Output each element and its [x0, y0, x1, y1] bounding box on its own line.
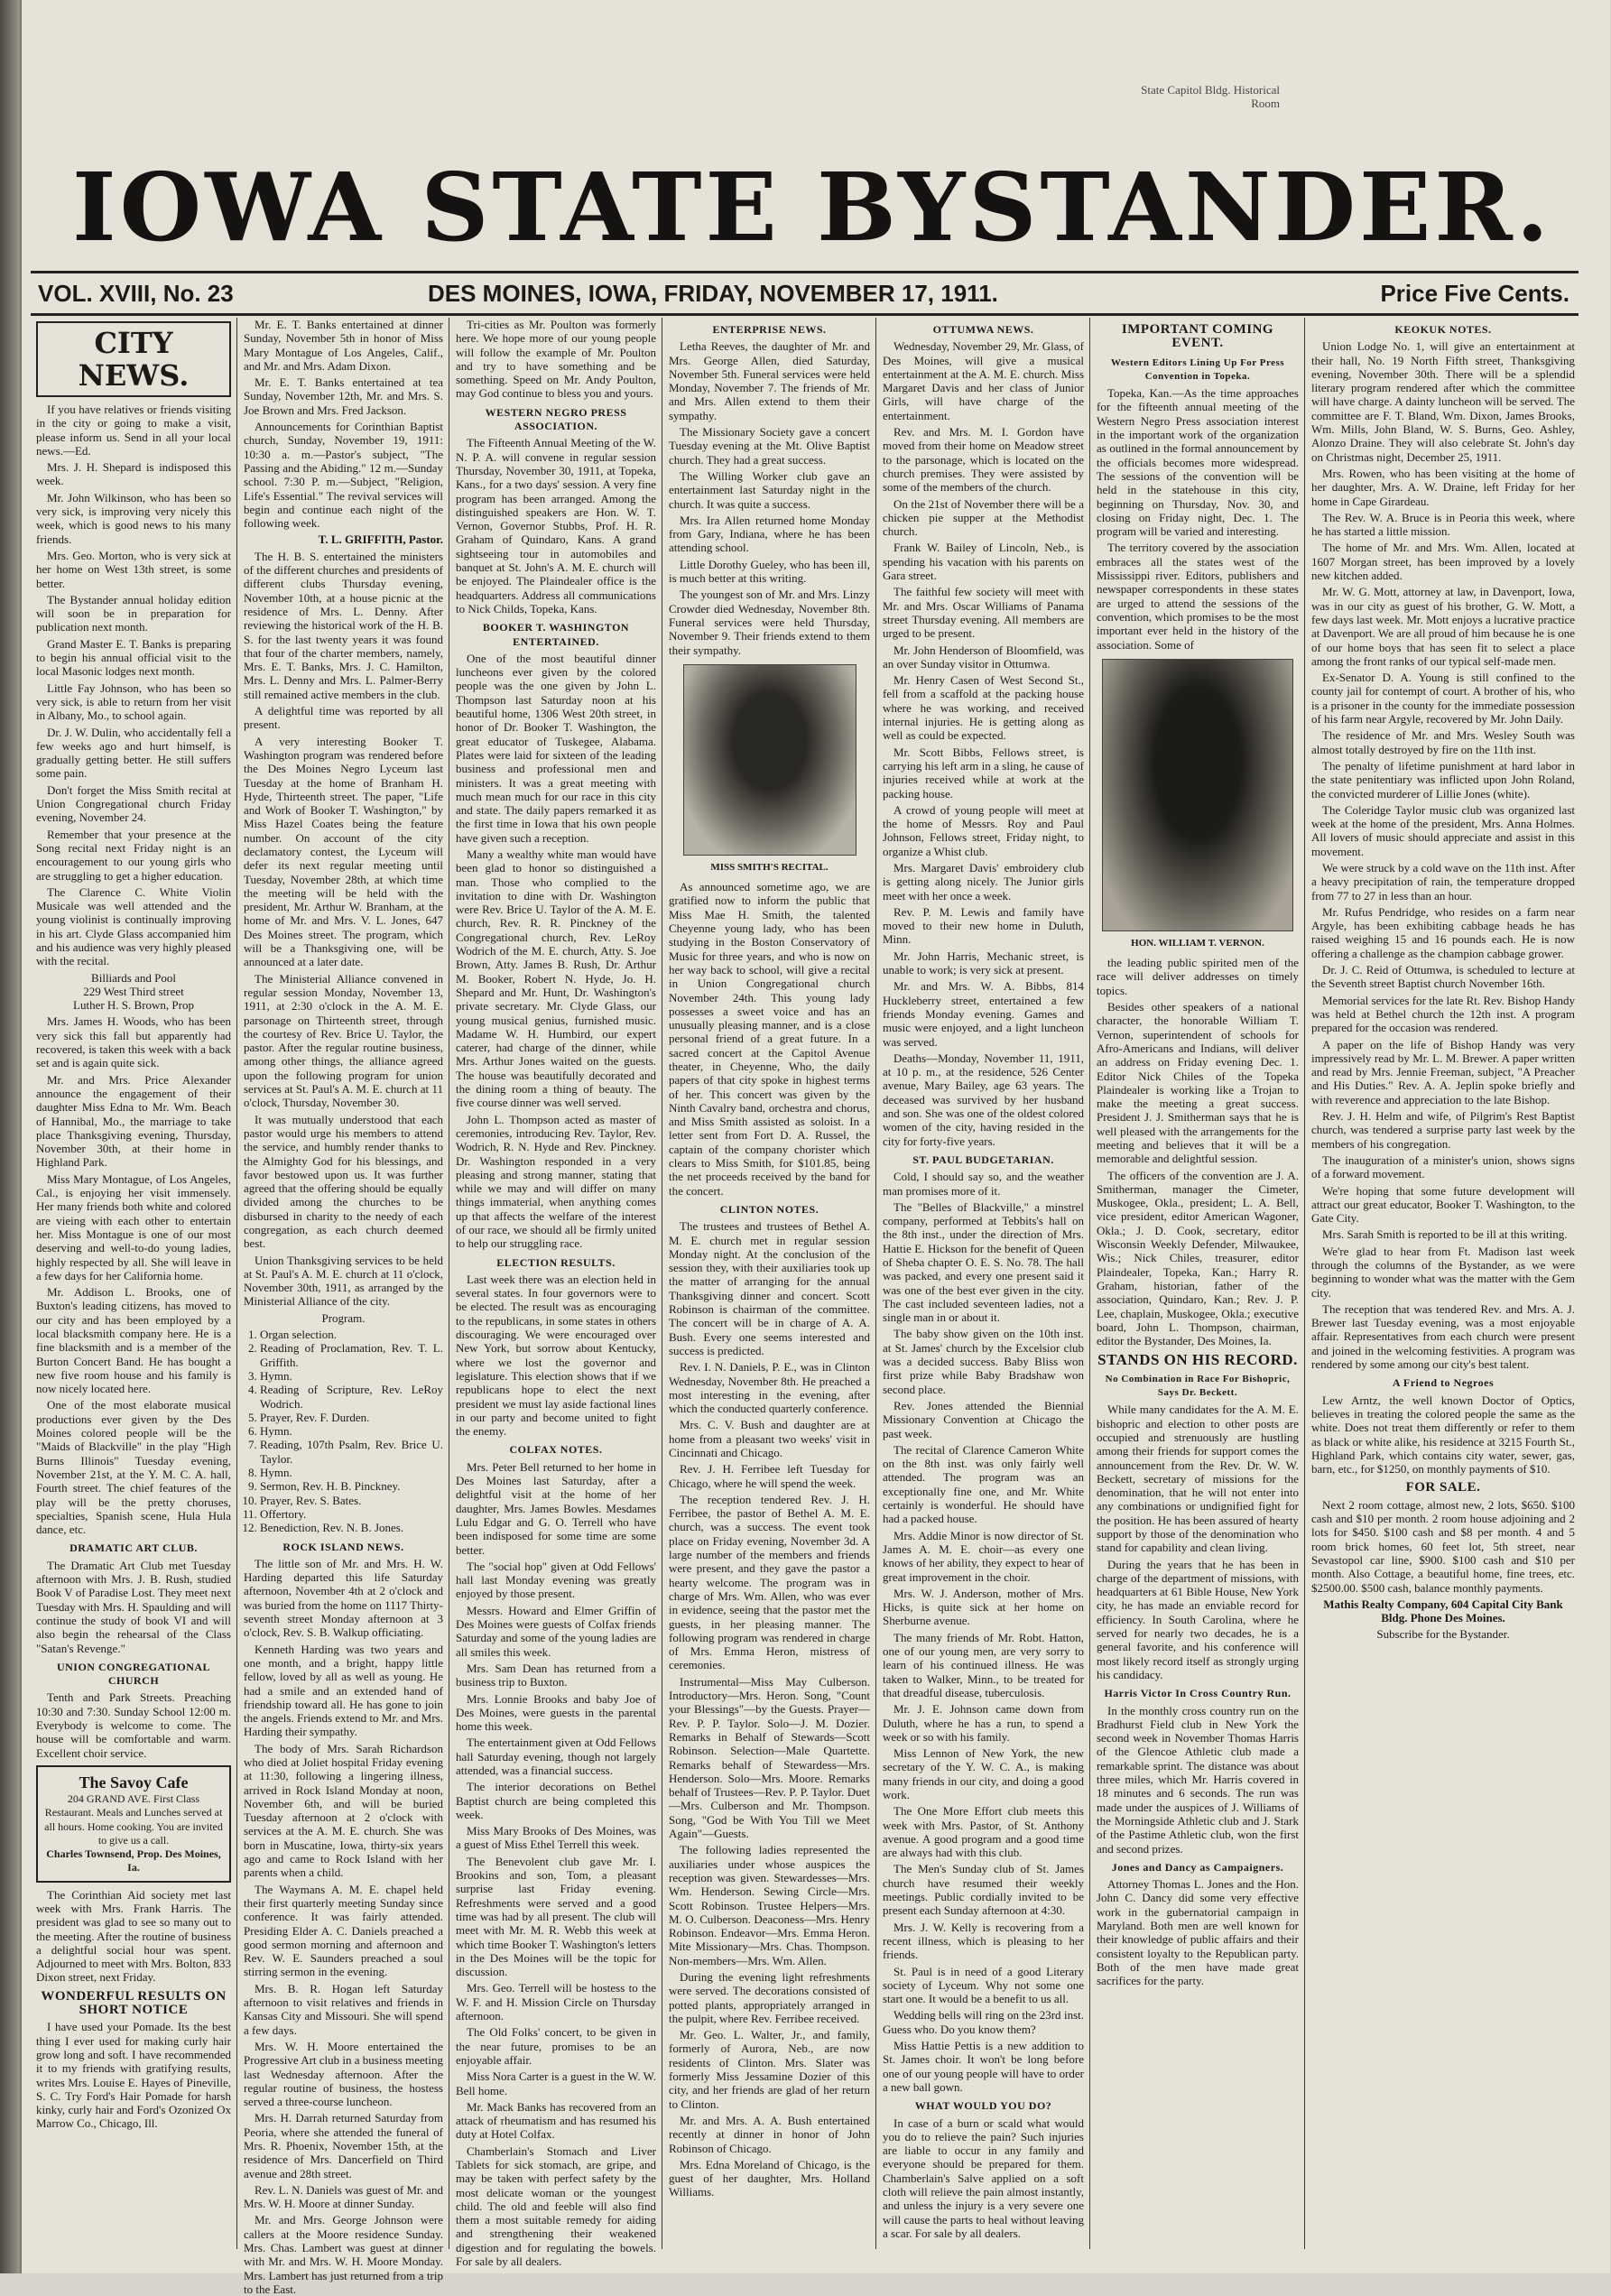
article-paragraph: The Men's Sunday club of St. James church have resumed their weekly meetings. Public cordially invited to be present each Sunday afternoon at 4:30. — [883, 1862, 1084, 1918]
program-item: 3. Hymn. — [260, 1369, 443, 1383]
article-paragraph: The body of Mrs. Sarah Richardson who died at Joliet hospital Friday evening at 11:30, following a lingering illness, arrived in Rock Island Monday at noon, November 6th, and will be buried Tuesday afternoon at 2 o'clock with services at the A. M. E. church. She was born in Muscatine, Iowa, thirty-six years ago and came to Rock Island with her parents when a child. — [244, 1741, 443, 1880]
program-title: Program. — [321, 1310, 366, 1325]
article-paragraph: Mr. Geo. L. Walter, Jr., and family, formerly of Aurora, Neb., are now residents of Clinton. Mrs. Slater was formerly Miss Jessamine Dozier of this city, and her friends are glad of her return to Clinton. — [669, 2028, 870, 2111]
program-item: 12. Benediction, Rev. N. B. Jones. — [260, 1521, 443, 1534]
article-paragraph: Miss Mary Brooks of Des Moines, was a guest of Miss Ethel Terrell this week. — [456, 1824, 656, 1852]
article-paragraph: Rev. Jones attended the Biennial Missionary Convention at Chicago the past week. — [883, 1398, 1084, 1440]
volume-number: VOL. XVIII, No. 23 — [38, 280, 234, 307]
article-paragraph: A crowd of young people will meet at the home of Messrs. Roy and Paul Johnson, Fellows street, Friday night, to organize a Whist club. — [883, 802, 1084, 858]
article-paragraph: The reception that was tendered Rev. and Mrs. A. J. Brewer last Tuesday evening, was a most enjoyable affair. Representatives from each church were present and joined in the welcoming festivities. A program was rendered by some among our city's best talent. — [1311, 1301, 1575, 1372]
section-heading: IMPORTANT COMING EVENT. — [1121, 322, 1274, 351]
photo-caption: MISS SMITH'S RECITAL. — [710, 861, 829, 873]
section-heading: ROCK ISLAND NEWS. — [282, 1540, 404, 1553]
article-paragraph: Cold, I should say so, and the weather man promises more of it. — [883, 1170, 1084, 1198]
column-2 — [240, 318, 447, 2296]
city-news-heading: CITY NEWS. — [36, 321, 231, 397]
article-paragraph: The many friends of Mr. Robt. Hatton, one of our young men, are very sorry to learn of his continued illness. He was taken to Walker, Minn., to be treated for that dreadful disease, tuberculosis. — [883, 1630, 1084, 1699]
article-paragraph: It was mutually understood that each pastor would urge his members to attend the service, and humbly render thanks to the Almighty God for his blessings, and favor bestowed upon us. It was further agreed that the offering should be equally divided among the churches to be disbursed in charity to the needy of each congregation, as each church deemed best. — [244, 1112, 443, 1251]
article-paragraph: The territory covered by the association embraces all the states west of the Mississippi river. Editors, publishers and newspaper correspondents in these states are urged to attend the sessions of the convention, which promises to be the most important ever held in the history of the association. Some of — [1097, 541, 1299, 652]
article-paragraph: Mrs. Geo. Terrell will be hostess to the W. F. and H. Mission Circle on Thursday afternoon. — [456, 1981, 656, 2023]
article-paragraph: The penalty of lifetime punishment at hard labor in the state penitentiary was inflicted upon John Roland, the convicted murderer of Lillie Jones (white). — [1311, 758, 1575, 801]
article-paragraph: Next 2 room cottage, almost new, 2 lots, $650. $100 cash and $10 per month. 2 room house adjoining and 2 lots for $450. $100 cash and $8 per month. 4 and 5 room brick homes, 60 feet lot, 5th street, near Sevastopol car line, $900. $100 cash and $10 per month. Also Cottage, a beautiful home, fine trees, etc. $2500.00. $500 cash, balance monthly payments. — [1311, 1497, 1575, 1595]
article-paragraph: Miss Mary Montague, of Los Angeles, Cal., is enjoying her visit immensely. Her many friends both white and colored are vieing with each other to entertain her. Miss Montague is one of our most deserving and well-to-do young ladies, highly respected by all. She will leave in a few days for her California home. — [36, 1171, 231, 1282]
article-paragraph: Mrs. J. W. Kelly is recovering from a recent illness, which is pleasing to her friends. — [883, 1920, 1084, 1962]
article-paragraph: The "social hop" given at Odd Fellows' hall last Monday evening was greatly enjoyed by those present. — [456, 1559, 656, 1601]
column-3 — [452, 318, 660, 2269]
section-heading: BOOKER T. WASHINGTON ENTERTAINED. — [482, 621, 630, 648]
article-paragraph: Mrs. Peter Bell returned to her home in Des Moines last Saturday, after a delightful visit at the home of her daughter, Mrs. James Bowles. Mesdames Lulu Edgar and G. O. Terrell who have been indisposed for some time are some better. — [456, 1459, 656, 1557]
program-item: 6. Hymn. — [260, 1424, 443, 1438]
article-paragraph: Mrs. Geo. Morton, who is very sick at her home on West 13th street, is some better. — [36, 548, 231, 590]
program-item: 1. Organ selection. — [260, 1328, 443, 1341]
section-heading: A Friend to Negroes — [1392, 1376, 1495, 1390]
article-paragraph: In the monthly cross country run on the Bradhurst Field club in New York the second week in November Thomas Harris of the Glencoe Athletic club made a remarkable sprint. The distance was about three miles, which Mr. Harris covered in 18 minutes and 6 seconds. The run was made under the auspices of J. Williams of the Morningside Athletic club and J. Stark of the Pastime Athletic club, won the first and second prizes. — [1097, 1703, 1299, 1856]
section-heading: WHAT WOULD YOU DO? — [914, 2099, 1052, 2113]
article-paragraph: One of the most elaborate musical productions ever given by the Des Moines colored people will be the "Maids of Blackville" in the play "High Burns Illinois" Tuesday evening, November 21st, at the Y. M. C. A. hall, Fourth street. The chief features of the play will be the pretty choruses, specialties, Spanish scene, Hula Hula dance, etc. — [36, 1398, 231, 1537]
article-paragraph: Wednesday, November 29, Mr. Glass, of Des Moines, will give a musical entertainment at the A. M. E. church. Miss Margaret Davis and her class of Junior Girls, will have charge of the entertainment. — [883, 339, 1084, 422]
section-heading: STANDS ON HIS RECORD. — [1097, 1351, 1298, 1369]
dateline — [31, 271, 1579, 316]
program-list — [260, 1328, 443, 1534]
article-paragraph: Mrs. W. H. Moore entertained the Progressive Art club in a business meeting last Wednesday afternoon. After the regular routine of business, the hostess served a three-course luncheon. — [244, 2039, 443, 2109]
ad-signature: Charles Townsend, Prop. Des Moines, Ia. — [46, 1847, 221, 1875]
article-paragraph: Dr. J. C. Reid of Ottumwa, is scheduled to lecture at the Seventh street Baptist church November 16th. — [1311, 963, 1575, 991]
section-heading: KEOKUK NOTES. — [1394, 323, 1492, 336]
article-paragraph: Chamberlain's Stomach and Liver Tablets for sick stomach, are gripe, and may be taken with perfect safety by the most delicate woman or the youngest child. The old and feeble will also find them a most suitable remedy for aiding and strengthening their weakened digestion and for regulating the bowels. For sale by all dealers. — [456, 2143, 656, 2269]
section-heading: WESTERN NEGRO PRESS ASSOCIATION. — [485, 405, 627, 433]
article-paragraph: Union Thanksgiving services to be held at St. Paul's A. M. E. church at 11 o'clock, November 30th, 1911, as arranged by the Ministerial Alliance of the city. — [244, 1253, 443, 1309]
article-paragraph: Mr. Addison L. Brooks, one of Buxton's leading citizens, has moved to our city and has been employed by a local blacksmith company here. He is a fine blacksmith and is a member of the Burton Concert Band. He has bought a new five room house and his family is now nicely located here. — [36, 1285, 231, 1396]
article-paragraph: The Dramatic Art Club met Tuesday afternoon with Mrs. J. B. Rush, studied Book V of Paradise Lost. They meet next Tuesday with Mrs. H. Spaulding and will continue the study of book VI and will also begin the rehearsal of the Class "Satan's Revenge." — [36, 1558, 231, 1655]
article-paragraph: Wedding bells will ring on the 23rd inst. Guess who. Do you know them? — [883, 2008, 1084, 2036]
program-item: 9. Sermon, Rev. H. B. Pinckney. — [260, 1479, 443, 1493]
ad-title: The Savoy Cafe — [79, 1773, 189, 1791]
article-paragraph: Last week there was an election held in several states. In four governors were to be elected. The result was as encouraging to the republicans, in some states in others discouraging. We were encouraged over New York, but sorrow about Kentucky, where we lost the governor and legislature. This election shows that if we republicans hope to elect the next president we must lay aside factional lines in our party and become united to fight the enemy. — [456, 1272, 656, 1439]
article-paragraph: The Rev. W. A. Bruce is in Peoria this week, where he has started a little mission. — [1311, 510, 1575, 539]
article-paragraph: Topeka, Kan.—As the time approaches for the fifteenth annual meeting of the Western Negro Press association interest in the important work of the organization as outlined in the formal announcement by the officials becomes more widespread. The sessions of the convention will be held in the statehouse in this city, beginning on Thursday, Nov. 30, and closing on Friday night, Dec. 1. The program will be varied and interesting. — [1097, 386, 1299, 539]
column-5 — [879, 318, 1088, 2258]
section-heading: COLFAX NOTES. — [509, 1443, 603, 1457]
article-paragraph: St. Paul is in need of a good Literary society of Lyceum. Why not some one start one. It would be a benefit to us all. — [883, 1964, 1084, 2006]
program-item: 8. Hymn. — [260, 1466, 443, 1479]
signature: T. L. GRIFFITH, Pastor. — [318, 532, 443, 547]
section-heading: OTTUMWA NEWS. — [932, 323, 1034, 336]
column-4 — [665, 318, 874, 2258]
section-heading: ELECTION RESULTS. — [496, 1255, 616, 1269]
article-paragraph: Miss Lennon of New York, the new secretary of the Y. W. C. A., is making many friends in our city, and doing a good work. — [883, 1746, 1084, 1801]
section-heading: UNION CONGREGATIONAL CHURCH — [56, 1660, 211, 1688]
article-paragraph: Mr. John Wilkinson, who has been so very sick, is improving very nicely this week, which is good news to his many friends. — [36, 490, 231, 546]
portrait-photo — [1102, 659, 1293, 931]
program-item: 5. Prayer, Rev. F. Durden. — [260, 1411, 443, 1424]
article-paragraph: Mr. Mack Banks has recovered from an attack of rheumatism and has resumed his duty at Hotel Colfax. — [456, 2099, 656, 2142]
article-paragraph: During the years that he has been in charge of the department of missions, with headquarters at 61 Bible House, New York city, he has made an enviable record for efficiency. In South Carolina, where he served for nearly two decades, he is a general favorite, and his conference will most likely record itself as strongly urging his candidacy. — [1097, 1557, 1299, 1681]
article-paragraph: Letha Reeves, the daughter of Mr. and Mrs. George Allen, died Saturday, November 5th. Funeral services were held Monday, November 7. The friends of Mr. and Mrs. Allen extend to them their sympathy. — [669, 339, 870, 422]
column-7 — [1308, 318, 1579, 2258]
article-paragraph: The Missionary Society gave a concert Tuesday evening at the Mt. Olive Baptist church. They had a great success. — [669, 425, 870, 467]
article-paragraph: Mr. John Henderson of Bloomfield, was an over Sunday visitor in Ottumwa. — [883, 643, 1084, 671]
article-paragraph: The trustees and trustees of Bethel A. M. E. church met in regular session Monday night. At the conclusion of the session they, with their auxiliaries took up the matter of arranging for the annual Thanksgiving dinner and concert. Scott Robinson is chairman of the committee. The concert will be in charge of A. A. Bush. Every one seems interested and success is predicted. — [669, 1219, 870, 1357]
photo-caption: HON. WILLIAM T. VERNON. — [1131, 937, 1264, 949]
article-paragraph: Miss Nora Carter is a guest in the W. W. Bell home. — [456, 2069, 656, 2097]
article-paragraph: The "Belles of Blackville," a minstrel company, performed at Tebbits's hall on the 8th inst., under the direction of Mrs. Hattie E. Hickson for the benefit of Queen of Sheba chapter O. E. S. No. 78. The hall was packed, and every one present said it was one of the best ever given in the city. The cast included seventeen ladies, not a single man in or about it. — [883, 1199, 1084, 1325]
article-paragraph: The officers of the convention are J. A. Smitherman, manager the Cimeter, Muskogee, Okla., president; L. A. Bell, vice president, editor American Wagoner, Okla.; J. D. Cook, secretary, editor Wisconsin Weekly Defender, Milwaukee, Wis.; Nick Chiles, treasurer, editor Plaindealer, Topeka, Kan.; Harry R. Graham, historian, father of the association, Quindaro, Kan.; Rev. J. P. Lee, chaplain, Muskogee, Okla.; executive board, John L. Thompson, chairman, editor the Bystander, Des Moines, Ia. — [1097, 1168, 1299, 1348]
article-paragraph: The little son of Mr. and Mrs. H. W. Harding departed this life Saturday afternoon, November 4th at 2 o'clock and was buried from the home on 1117 Thirty-seventh street Monday afternoon at 3 o'clock, Rev. S. B. Walkup officiating. — [244, 1556, 443, 1640]
article-paragraph: The Coleridge Taylor music club was organized last week at the home of the president, Mrs. Anna Holmes. All lovers of music should appreciate and assist in this movement. — [1311, 802, 1575, 858]
article-paragraph: Rev. J. H. Helm and wife, of Pilgrim's Rest Baptist church, was tendered a surprise party last week by the members of his congregation. — [1311, 1109, 1575, 1151]
article-paragraph: Mrs. W. J. Anderson, mother of Mrs. Hicks, is quite sick at her home on Sherburne avenue. — [883, 1586, 1084, 1628]
column-rule — [875, 318, 876, 2249]
article-paragraph: Besides other speakers of a national character, the honorable William T. Vernon, superintendent of schools for Afro-Americans and Indians, will deliver an address on Friday evening Dec. 1. Editor Nick Chiles of the Topeka Plaindealer is working like a Trojan to make the meeting a great success. President J. J. Smitherman says that he is well pleased with the arrangements for the meeting and believes that it will be a memorable and delightful session. — [1097, 1000, 1299, 1166]
article-paragraph: One of the most beautiful dinner luncheons ever given by the colored people was the one given by John L. Thompson last Saturday noon at his beautiful home, 1306 West 20th street, in honor of Dr. Booker T. Washington, the great educator of Tuskegee, Alabama. Plates were laid for sixteen of the leading business and professional men and ministers. It was a great meeting with much mean much for our race in this city and state. The daily papers remarked it as the first time in Iowa that his own people have given such a reception. — [456, 651, 656, 845]
article-paragraph: The recital of Clarence Cameron White on the 8th inst. was only fairly well attended. The program was an exceptionally fine one, and Mr. White certainly is wonderful. He should have had a packed house. — [883, 1442, 1084, 1526]
article-paragraph: Memorial services for the late Rt. Rev. Bishop Handy was held at Bethel church the 12th inst. A program prepared for the occasion was rendered. — [1311, 993, 1575, 1035]
section-heading: ST. PAUL BUDGETARIAN. — [912, 1153, 1054, 1166]
article-paragraph: Lew Arntz, the well known Doctor of Optics, believes in treating the colored people the same as the white. Does not treat them differently or refer to them as black or white alike, his residence at 3215 Fourth St., Highland Park, which contains city water, sewer, gas, barn, etc., for $1250, on monthly payments of $10. — [1311, 1393, 1575, 1477]
article-paragraph: The Benevolent club gave Mr. I. Brookins and son, Tom, a pleasant surprise last Friday evening. Refreshments were served and a good time was had by all present. The club will meet with Mr. M. R. Webb this week at which time Booker T. Washington's letters in the Des Moines will be the topic for discussion. — [456, 1854, 656, 1979]
article-paragraph: The Clarence C. White Violin Musicale was well attended and the young violinist is continually improving in his art. Clyde Glass accompanied him and his audience was very highly pleased with the recital. — [36, 884, 231, 968]
article-paragraph: Rev. L. N. Daniels was guest of Mr. and Mrs. W. H. Moore at dinner Sunday. — [244, 2182, 443, 2211]
article-paragraph: During the evening light refreshments were served. The decorations consisted of potted plants, appropriately arranged in the pulpit, where Rev. Ferribee received. — [669, 1969, 870, 2025]
article-paragraph: Tri-cities as Mr. Poulton was formerly here. We hope more of our young people will follow the example of Mr. Poulton and try to have something and be something. Speed on Mr. Andy Poulton, may God continue to bless you and yours. — [456, 318, 656, 401]
program-item: 2. Reading of Proclamation, Rev. T. L. Griffith. — [260, 1341, 443, 1369]
article-paragraph: The Ministerial Alliance convened in regular session Monday, November 13, 1911, at 2:30 o'clock in the A. M. E. parsonage on Thirteenth street, through the courtesy of Rev. Brice U. Taylor, the pastor. After the regular routine business, among other things, the alliance agreed upon the following program for union services at St. Paul's A. M. E. church at 11 o'clock, Thursday, November 30. — [244, 971, 443, 1110]
article-paragraph: Attorney Thomas L. Jones and the Hon. John C. Dancy did some very effective work in the gubernatorial campaign in Maryland. Both men are well known for their knowledge of public affairs and their consistent loyalty to the Republican party. Both of the men have made great sacrifices for the party. — [1097, 1877, 1299, 1988]
masthead-title: IOWA STATE BYSTANDER. — [72, 152, 1552, 263]
column-6 — [1093, 318, 1302, 2258]
article-paragraph: A very interesting Booker T. Washington program was rendered before the Des Moines Negro Lyceum last Tuesday at the home of Branham H. Hyde, Thirteenth street. The paper, "Life and Work of Booker T. Washington," by Miss Hazel Coates being the feature number. On account of the city declamatory contest, the Lyceum will defer its next regular meeting until Tuesday, November 28th, at which time the meeting will be held with the president, Mr. Arthur W. Branham, at the home of Mr. and Mrs. V. L. Jones, 647 Des Moines street. The program, which will be a Thanksgiving one, will be announced at a later date. — [244, 734, 443, 969]
article-paragraph: Mrs. H. Darrah returned Saturday from Peoria, where she attended the funeral of Mrs. R. Phoenix, November 15th, at the residence of Mrs. Dancerfield on Third avenue and 28th street. — [244, 2111, 443, 2180]
article-paragraph: The Bystander annual holiday edition will soon be in preparation for publication next month. — [36, 592, 231, 634]
article-paragraph: The youngest son of Mr. and Mrs. Linzy Crowder died Wednesday, November 8th. Funeral services were held Thursday, November 9. Their friends extend to them their sympathy. — [669, 588, 870, 657]
article-paragraph: Mr. Rufus Pendridge, who resides on a farm near Argyle, has been exhibiting cabbage heads he has raised weighing 15 and 16 pounds each. He is now offering a challenge as the champion cabbage grower. — [1311, 904, 1575, 960]
article-paragraph: The Waymans A. M. E. chapel held their first quarterly meeting Sunday since conference. It was fairly attended. Presiding Elder A. C. Daniels preached a good sermon morning and afternoon and Rev. W. E. Saunders preached a soul stirring sermon in the evening. — [244, 1882, 443, 1979]
article-paragraph: Rev. and Mrs. M. I. Gordon have moved from their home on Meadow street to the parsonage, which is located on the church premises. They were assisted by some of the members of the church. — [883, 425, 1084, 495]
article-paragraph: Mr. and Mrs. Price Alexander announce the engagement of their daughter Miss Edna to Mr. Wm. Beach of Hannibal, Mo., the marriage to take place Thanksgiving evening, Thursday, November 30th, at their home in Highland Park. — [36, 1072, 231, 1170]
article-paragraph: Miss Hattie Pettis is a new addition to St. James choir. It won't be long before one of our young people will have to order a new ball gown. — [883, 2039, 1084, 2094]
program-item: 11. Offertory. — [260, 1507, 443, 1521]
portrait-photo — [683, 664, 856, 856]
section-subheading: No Combination in Race For Bishopric, Says Dr. Beckett. — [1105, 1373, 1291, 1399]
article-paragraph: The inauguration of a minister's union, shows signs of a forward movement. — [1311, 1153, 1575, 1181]
article-paragraph: the leading public spirited men of the race will deliver addresses on timely topics. — [1097, 956, 1299, 997]
article-paragraph: Mrs. Lonnie Brooks and baby Joe of Des Moines, were guests in the parental home this week. — [456, 1691, 656, 1734]
article-paragraph: Frank W. Bailey of Lincoln, Neb., is spending his vacation with his parents on Gara street. — [883, 541, 1084, 583]
article-paragraph: The baby show given on the 10th inst. at St. James' church by the Excelsior club was a decided success. Baby Bliss won first prize while Baby Bradshaw won second place. — [883, 1327, 1084, 1396]
article-paragraph: We're glad to hear from Ft. Madison last week through the columns of the Bystander, as we were beginning to wonder what was the matter with the Gem city. — [1311, 1244, 1575, 1300]
article-paragraph: Mr. John Harris, Mechanic street, is unable to work; is very sick at present. — [883, 949, 1084, 977]
article-paragraph: Mrs. Margaret Davis' embroidery club is getting along nicely. The Junior girls meet with her once a week. — [883, 860, 1084, 903]
billiards-ad: Billiards and Pool 229 West Third street Luther H. S. Brown, Prop — [73, 970, 194, 1013]
article-paragraph: If you have relatives or friends visiting in the city or going to make a visit, please inform us. Send in all your local news.—Ed. — [36, 403, 231, 458]
article-paragraph: Dr. J. W. Dulin, who accidentally fell a few weeks ago and hurt himself, is gradually getting better. He still suffers some pain. — [36, 725, 231, 781]
column-rule — [236, 318, 237, 2249]
issue-price: Price Five Cents. — [1380, 280, 1569, 307]
column-1 — [32, 318, 235, 2258]
ad-signature: Mathis Realty Company, 604 Capital City Bank Bldg. Phone Des Moines. — [1323, 1597, 1563, 1625]
article-paragraph: The residence of Mr. and Mrs. Wesley South was almost totally destroyed by fire on the 11th inst. — [1311, 728, 1575, 756]
section-heading: ENTERPRISE NEWS. — [712, 323, 827, 336]
article-paragraph: Mr. and Mrs. W. A. Bibbs, 814 Huckleberry street, entertained a few friends Monday evening. Games and music were enjoyed, and a light luncheon was served. — [883, 979, 1084, 1049]
article-paragraph: Mr. Scott Bibbs, Fellows street, is carrying his left arm in a sling, he cause of injuries received while at work at the packing house. — [883, 745, 1084, 801]
binding-spine — [0, 0, 20, 2273]
article-paragraph: We're hoping that some future development will attract our great educator, Booker T. Washington, to the Gate City. — [1311, 1183, 1575, 1226]
article-paragraph: In case of a burn or scald what would you do to relieve the pain? Such injuries are liable to occur in any family and everyone should be prepared for them. Chamberlain's Salve applied on a soft cloth will relieve the pain almost instantly, and unless the injury is a very severe one will cause the parts to heal without leaving a scar. For sale by all dealers. — [883, 2115, 1084, 2240]
article-paragraph: As announced sometime ago, we are gratified now to inform the public that Miss Mae H. Smith, the talented Cheyenne young lady, who has been studying in the Boston Conservatory of Music for three years, and who is now on her way back to school, will give a recital in Union Congregational church November 24th. This young lady possesses a sweet voice and has an unusually pleasing manner, and is a close personal friend of a great future. In a sacred concert at the Capitol Avenue theater, in Cheyenne, Who, the daily papers of that city spoke in highest terms of her. This concert was given by the Ninth Cavalry band, orchestra and chorus, and Miss Smith assisted as soloist. In a letter sent from Fort D. A. Russel, the captain of the company chorister which clears to Miss Smith, for $101.85, being the net proceeds received by the band for the concert. — [669, 880, 870, 1198]
article-paragraph: Deaths—Monday, November 11, 1911, at 10 p. m., at the residence, 526 Center avenue, Mary Bailey, age 63 years. The deceased was survived by her husband and son. She was one of the oldest colored women of the city, having resided in the city for forty-five years. — [883, 1051, 1084, 1148]
article-paragraph: Little Fay Johnson, who has been so very sick, is able to return from her visit in Albany, Mo., to school again. — [36, 680, 231, 723]
article-paragraph: Rev. P. M. Lewis and family have moved to their new home in Duluth, Minn. — [883, 904, 1084, 947]
section-heading: DRAMATIC ART CLUB. — [69, 1541, 198, 1555]
section-subheading: Western Editors Lining Up For Press Convention in Topeka. — [1110, 356, 1285, 382]
program-item: 7. Reading, 107th Psalm, Rev. Brice U. Taylor. — [260, 1438, 443, 1466]
article-paragraph: Don't forget the Miss Smith recital at Union Congregational church Friday evening, November 24. — [36, 782, 231, 825]
article-paragraph: Many a wealthy white man would have been glad to honor so distinguished a man. Those who complied to the invitation to dine with Dr. Washington were Rev. Brice U. Taylor of the A. M. E. church, Rev. R. R. Pinckney of the Congregational church, Rev. LeRoy Wodrich of the M. E. church, Atty. S. Joe Brown, Atty. James B. Rush, Dr. Arthur M. Booker, Robert N. Hyde, Jo. H. Shepard and Mr. Hunt, Dr. Washington's private secretary. Mr. Clyde Glass, our young musical genius, furnished music. Madame W. H. Humbird, our expert caterer, had charge of the dinner, while Mrs. Arthur Jones waited on the guests. The house was beautifully decorated and the dining room a thing of beauty. The five course dinner was well served. — [456, 847, 656, 1110]
article-paragraph: Rev. J. H. Ferribee left Tuesday for Chicago, where he will spend the week. — [669, 1462, 870, 1490]
article-paragraph: The reception tendered Rev. J. H. Ferribee, the pastor of Bethel A. M. E. church, was a success. The event took place on Friday evening, November 3d. A large number of the members and friends were present, and they gave the pastor a hearty welcome. The program was in charge of Mrs. Wm. Allen, who was ever in evidence, seeing that the pastor met the guests, in her pleasing manner. The following program was rendered in charge of Mrs. Emma Heron, mistress of ceremonies. — [669, 1492, 870, 1672]
article-paragraph: Ex-Senator D. A. Young is still confined to the county jail for contempt of court. A brother of his, who is a prisoner in the county for the immediate possession of his farm near Argyle, recovered by Mr. John Daily. — [1311, 671, 1575, 727]
article-paragraph: I have used your Pomade. Its the best thing I ever used for making curly hair grow long and soft. I have recommended it to my friends with gratifying results, writes Mrs. Louise E. Hayes of Pineville, S. C. Try Ford's Hair Pomade for harsh kinky, curly hair and Ford's Ozonized Ox Marrow Co., Chicago, Ill. — [36, 2020, 231, 2131]
article-paragraph: The H. B. S. entertained the ministers of the different churches and presidents of different clubs Thursday evening, November 10th, at a house picnic at the residence of Mrs. L. Denny. After reviewing the historical work of the H. B. S. for the last twenty years it was found that four of the charter members, namely, Mrs. E. T. Banks, Mrs. J. C. Hamilton, Mrs. L. Denny and Mrs. L. Palmer-Berry still remained active members in the club. — [244, 549, 443, 701]
article-paragraph: Mr. and Mrs. A. A. Bush entertained recently at dinner in honor of John Robinson of Chicago. — [669, 2113, 870, 2155]
article-paragraph: Mrs. James H. Woods, who has been very sick this fall but apparently had recovered, is taken this week with a back set and is again quite sick. — [36, 1014, 231, 1070]
article-paragraph: The home of Mr. and Mrs. Wm. Allen, located at 1607 Morgan street, has been improved by a lovely new kitchen added. — [1311, 541, 1575, 583]
article-paragraph: A paper on the life of Bishop Handy was very impressively read by Mr. L. M. Brewer. A paper written and read by Mrs. Jennie Freeman, subject, "A Preacher and His Duties." Rev. A. A. Jeplin spoke briefly and with reverence and appreciation to the late Bishop. — [1311, 1037, 1575, 1106]
article-paragraph: A delightful time was reported by all present. — [244, 704, 443, 732]
article-paragraph: While many candidates for the A. M. E. bishopric and election to other posts are occupied and strenuously are hustling among their friends for support comes the announcement from the Rev. Dr. W. W. Beckett, secretary of missions for the denomination, that he will not enter into any combinations or undignified fight for the position. He has been assured of hearty support by those of the denomination who stand for capability and clean living. — [1097, 1403, 1299, 1555]
section-heading: WONDERFUL RESULTS ON SHORT NOTICE — [41, 1988, 227, 2018]
article-paragraph: The Corinthian Aid society met last week with Mrs. Frank Harris. The president was glad to see so many out to the meeting. After the routine of business a delightful social hour was spent. Adjourned to meet with Mrs. Bolton, 833 Dixon street, next Friday. — [36, 1887, 231, 1985]
article-paragraph: On the 21st of November there will be a chicken pie supper at the Methodist church. — [883, 496, 1084, 539]
article-paragraph: We were struck by a cold wave on the 11th inst. After a heavy precipitation of rain, the temperature dropped from 77 to 27 in less than an hour. — [1311, 860, 1575, 903]
article-paragraph: The One More Effort club meets this week with Mrs. Pastor, of St. Anthony avenue. A good program and a good time are always had with this club. — [883, 1804, 1084, 1860]
section-heading: Jones and Dancy as Campaigners. — [1111, 1860, 1284, 1874]
article-paragraph: Mrs. Sarah Smith is reported to be ill at this writing. — [1322, 1227, 1568, 1242]
article-paragraph: The Fifteenth Annual Meeting of the W. N. P. A. will convene in regular session Thursday, November 30, 1911, at Topeka, Kans., for a two days' session. A very fine program has been arranged. Among the distinguished speakers are Hon. W. T. Vernon, Governor Stubbs, Prof. H. R. Graham of Quindaro, Kans. A grand sightseeing tour in automobiles and banquet at St. John's A. M. E. church will be enjoyed. The Plaindealer office is the headquarters. Address all communications to Nick Childs, Topeka, Kans. — [456, 436, 656, 616]
article-paragraph: Kenneth Harding was two years and one month, and a bright, happy little fellow, loved by all as well as young. He had a smile and an extended hand of friendship toward all. He has gone to join the angels. Friends extend to Mr. and Mrs. Harding their sympathy. — [244, 1642, 443, 1739]
section-heading: FOR SALE. — [1405, 1480, 1481, 1495]
article-paragraph: Mrs. Addie Minor is now director of St. James A. M. E. choir—as every one knows of her ability, they expect to hear of great improvement in the choir. — [883, 1528, 1084, 1584]
article-paragraph: Rev. I. N. Daniels, P. E., was in Clinton Wednesday, November 8th. He preached a most interesting in the evening, after which the conducted quarterly conference. — [669, 1360, 870, 1416]
article-paragraph: Mrs. C. V. Bush and daughter are at home from a pleasant two weeks' visit in Cincinnati and Chicago. — [669, 1418, 870, 1459]
article-paragraph: Mr. E. T. Banks entertained at dinner Sunday, November 5th in honor of Miss Mary Montague of Los Angeles, Calif., and Mr. and Mrs. Adam Dixon. — [244, 318, 443, 373]
savoy-cafe-ad — [36, 1765, 231, 1883]
article-paragraph: Union Lodge No. 1, will give an entertainment at their hall, No. 19 North Fifth street, Thanksgiving evening, November 30th. There will be a splendid literary program rendered after which the committee will have charge. A dainty luncheon will be served. The committee are F. T. Bland, Wm. Dixon, James Brooks, Wm. Mills, John Bland, W. S. Burns, Geo. Ashley, Alonzo Draine. They will also celebrate St. John's day on Christmas night, December 25, 1911. — [1311, 339, 1575, 464]
article-paragraph: Mrs. Sam Dean has returned from a business trip to Buxton. — [456, 1661, 656, 1690]
article-paragraph: John L. Thompson acted as master of ceremonies, introducing Rev. Taylor, Rev. Wodrich, R. N. Hyde and Rev. Pinckney. Dr. Washington responded in a very pleasing and strong manner, stating that while we may and will differ on many things immaterial, when anything comes up that affects the welfare of the interest of our race, we should all be firmly united to help our struggling race. — [456, 1112, 656, 1251]
article-paragraph: Mr. W. G. Mott, attorney at law, in Davenport, Iowa, was in our city as guest of his brother, G. W. Mott, a few days last week. Mr. Mott enjoys a lucrative practice at Davenport. We are all proud of him because he is one of our home boys that has seen fit to select a place among the front ranks of our typical self-made men. — [1311, 585, 1575, 668]
article-paragraph: Instrumental—Miss May Culberson. Introductory—Mrs. Heron. Song, "Count your Blessings"—by the Guests. Prayer—Rev. P. P. Taylor. Solo—J. M. Dozier. Remarks in Behalf of Stewards—Scott Robinson. Selection—Male Quartette. Remarks behalf of Stewardess—Mrs. Henderson. Solo—Mrs. Moore. Remarks behalf of Trustees—Rev. P. P. Taylor. Duet—Mrs. Culberson and Mr. Thompson. Song, "God be With You Till we Meet Again"—Guests. — [669, 1674, 870, 1841]
article-paragraph: Mrs. B. R. Hogan left Saturday afternoon to visit relatives and friends in Kansas City and Missouri. She will spend a few days. — [244, 1981, 443, 2037]
section-heading: Harris Victor In Cross Country Run. — [1104, 1687, 1292, 1700]
subscribe-note: Subscribe for the Bystander. — [1376, 1627, 1510, 1642]
article-paragraph: Grand Master E. T. Banks is preparing to begin his annual official visit to the local Masonic lodges next month. — [36, 636, 231, 679]
article-paragraph: The Willing Worker club gave an entertainment last Saturday night in the church. It was quite a success. — [669, 468, 870, 511]
issue-date: DES MOINES, IOWA, FRIDAY, NOVEMBER 17, 1911. — [428, 280, 998, 307]
article-paragraph: Mrs. Ira Allen returned home Monday from Gary, Indiana, where he has been attending school. — [669, 513, 870, 555]
article-paragraph: Little Dorothy Gueley, who has been ill, is much better at this writing. — [669, 557, 870, 586]
article-paragraph: Messrs. Howard and Elmer Griffin of Des Moines were guests of Colfax friends Saturday and some of the young ladies are all smiles this week. — [456, 1603, 656, 1659]
article-paragraph: The following ladies represented the auxiliaries under whose auspices the reception was given. Stewardesses—Mrs. Wm. Henderson. Sewing Circle—Mrs. Scott Robinson. Trustee Helpers—Mrs. M. O. Culberson. Deaconess—Mrs. Henry Robinson. Endeavor—Mrs. Emma Heron. Mite Missionary—Mrs. Chas. Thompson. Non-members—Mrs. Wm. Allen. — [669, 1843, 870, 1967]
article-paragraph: Mrs. J. H. Shepard is indisposed this week. — [36, 460, 231, 488]
article-paragraph: Remember that your presence at the Song recital next Friday night is an encouragement to our young girls who are struggling to get a higher education. — [36, 827, 231, 883]
article-paragraph: Mrs. Rowen, who has been visiting at the home of her daughter, Mrs. A. W. Draine, left Friday for her home in Cape Girardeau. — [1311, 466, 1575, 508]
article-paragraph: The faithful few society will meet with Mr. and Mrs. Oscar Williams of Panama street Thursday evening. All members are urged to be present. — [883, 585, 1084, 641]
section-heading: CLINTON NOTES. — [719, 1202, 819, 1216]
program-item: 4. Reading of Scripture, Rev. LeRoy Wodrich. — [260, 1383, 443, 1411]
article-paragraph: The interior decorations on Bethel Baptist church are being completed this week. — [456, 1780, 656, 1821]
column-rule — [1304, 318, 1305, 2249]
article-paragraph: Mr. Henry Casen of West Second St., fell from a scaffold at the packing house where he was working, and received internal injuries. He is getting along as well as could be expected. — [883, 673, 1084, 743]
article-paragraph: Mr. J. E. Johnson came down from Duluth, where he has a run, to spend a week or so with his family. — [883, 1702, 1084, 1744]
article-paragraph: Tenth and Park Streets. Preaching 10:30 and 7:30. Sunday School 12:00 m. Everybody is welcome to come. The house will be comfortable and warm. Excellent choir service. — [36, 1690, 231, 1760]
article-paragraph: Mr. and Mrs. George Johnson were callers at the Moore residence Sunday. Mrs. Chas. Lambert was guest at dinner with Mr. and Mrs. W. H. Moore Monday. Mrs. Lambert has just returned from a trip to the East. — [244, 2213, 443, 2296]
column-rule — [1089, 318, 1090, 2249]
article-paragraph: Mr. E. T. Banks entertained at tea Sunday, November 12th, Mr. and Mrs. S. Joe Brown and Mrs. Fred Jackson. — [244, 375, 443, 417]
article-paragraph: The Old Folks' concert, to be given in the near future, promises to be an enjoyable affair. — [456, 2025, 656, 2067]
archive-stamp: State Capitol Bldg. Historical Room — [1141, 83, 1280, 110]
article-paragraph: Announcements for Corinthian Baptist church, Sunday, November 19, 1911: 10:30 a. m.—Pastor's subject, "The Passing and the Abiding." 12 m.—Sunday school. 7:30 P. m.—Subject, "Religion, Life's Essential." The revival services will begin and continue each night of the following week. — [244, 420, 443, 531]
article-paragraph: Mrs. Edna Moreland of Chicago, is the guest of her daughter, Mrs. Holland Williams. — [669, 2157, 870, 2199]
program-item: 10. Prayer, Rev. S. Bates. — [260, 1494, 443, 1507]
ad-body: 204 GRAND AVE. First Class Restaurant. Meals and Lunches served at all hours. Home cooking. You are invited to give us a call. — [44, 1791, 223, 1847]
article-paragraph: The entertainment given at Odd Fellows hall Saturday evening, though not largely attended, was a financial success. — [456, 1736, 656, 1777]
